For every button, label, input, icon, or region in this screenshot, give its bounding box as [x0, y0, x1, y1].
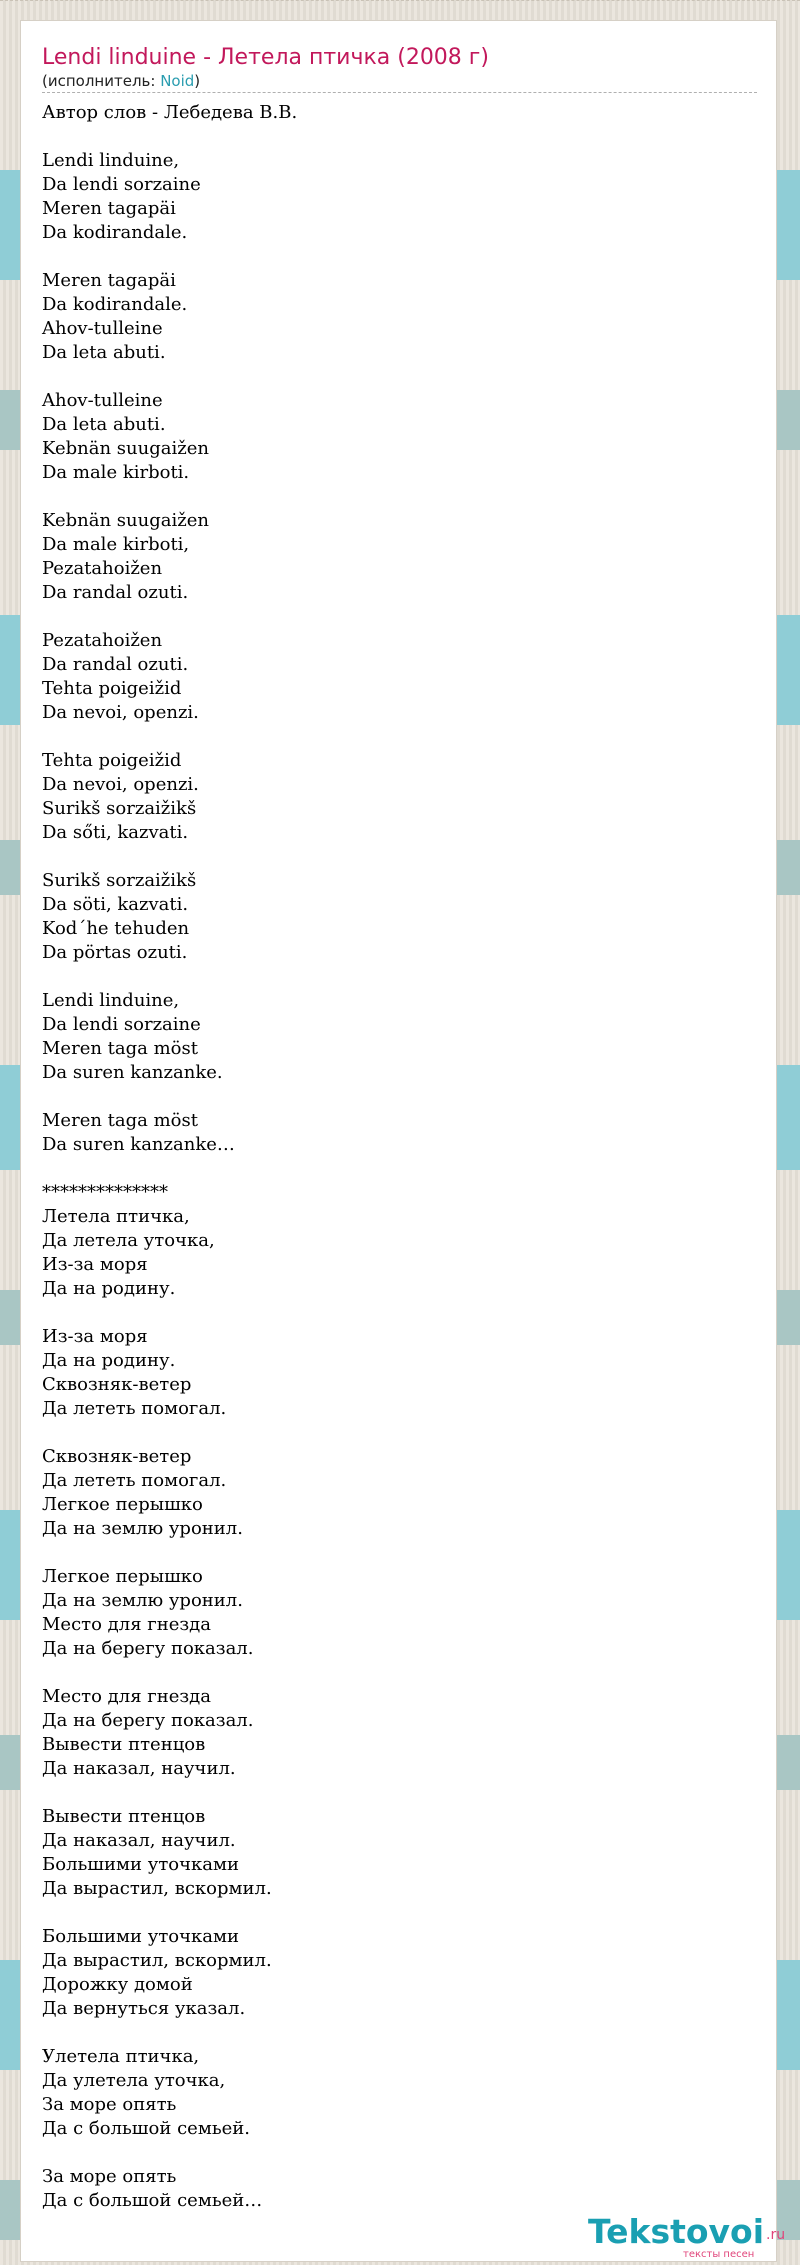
lyric-line: Meren tagapäi: [42, 198, 176, 219]
lyric-line: Большими уточками: [42, 1926, 240, 1947]
lyric-line: Kebnän suugaižen: [42, 510, 209, 531]
lyric-line: Да на родину.: [42, 1350, 176, 1371]
stanza-break: [42, 1541, 757, 1565]
lyric-line: Meren taga möst: [42, 1110, 198, 1131]
lyrics-text: [42, 101, 757, 2213]
stanza-break: [42, 1781, 757, 1805]
lyrics-card: [20, 20, 786, 2262]
logo-tld: .ru: [766, 2227, 786, 2243]
stanza-break: [42, 845, 757, 869]
lyric-line: Дорожку домой: [42, 1974, 193, 1995]
lyric-line: Da randal ozuti.: [42, 654, 189, 675]
lyric-line: Lendi linduine,: [42, 150, 180, 171]
lyric-line: Pezatahoižen: [42, 558, 163, 579]
lyric-line: Улетела птичка,: [42, 2046, 200, 2067]
lyric-line: Da male kirboti.: [42, 462, 190, 483]
lyric-line: Большими уточками: [42, 1854, 240, 1875]
lyric-line: Da suren kanzanke…: [42, 1134, 235, 1155]
lyric-line: Surikš sorzaižikš: [42, 798, 197, 819]
stanza-break: [42, 1301, 757, 1325]
lyric-line: Летела птичка,: [42, 1206, 190, 1227]
lyric-line: Da leta abuti.: [42, 342, 166, 363]
lyric-line: Da sőti, kazvati.: [42, 822, 189, 843]
stanza-break: [42, 485, 757, 509]
lyric-line: Сквозняк-ветер: [42, 1446, 192, 1467]
lyric-line: Да наказал, научил.: [42, 1758, 236, 1779]
artist-link[interactable]: Noid: [160, 72, 195, 90]
stanza-break: [42, 125, 757, 149]
lyric-line: **************: [42, 1182, 168, 1203]
stanza-break: [42, 1085, 757, 1109]
lyric-line: Pezatahoižen: [42, 630, 163, 651]
logo-tagline: тексты песен: [683, 2249, 755, 2260]
lyric-line: Вывести птенцов: [42, 1734, 206, 1755]
lyric-line: За море опять: [42, 2094, 177, 2115]
lyric-line: Да лететь помогал.: [42, 1470, 227, 1491]
lyric-line: За море опять: [42, 2166, 177, 2187]
lyric-line: Da pörtas ozuti.: [42, 942, 188, 963]
lyric-line: Tehta poigeižid: [42, 750, 182, 771]
stanza-break: [42, 1157, 757, 1181]
artist-suffix: ): [194, 72, 201, 90]
stanza-break: [42, 365, 757, 389]
stanza-break: [42, 2021, 757, 2045]
lyric-line: Легкое перышко: [42, 1566, 203, 1587]
title-divider: [42, 92, 757, 93]
lyric-line: Место для гнезда: [42, 1614, 211, 1635]
lyric-line: Да на родину.: [42, 1278, 176, 1299]
lyric-line: Kebnän suugaižen: [42, 438, 209, 459]
lyric-line: Да с большой семьей…: [42, 2190, 263, 2211]
stanza-break: [42, 605, 757, 629]
lyric-line: Ahov-tulleine: [42, 318, 163, 339]
lyric-line: Ahov-tulleine: [42, 390, 163, 411]
page-title: Lendi linduine - Летела птичка (2008 г): [42, 45, 489, 70]
lyric-line: Da nevoi, openzi.: [42, 774, 199, 795]
site-logo[interactable]: [588, 2213, 793, 2263]
lyric-line: Сквозняк-ветер: [42, 1374, 192, 1395]
stanza-break: [42, 1421, 757, 1445]
lyric-line: Да улетела уточка,: [42, 2070, 226, 2091]
stanza-break: [42, 725, 757, 749]
stanza-break: [42, 2141, 757, 2165]
lyric-line: Да вырастил, вскормил.: [42, 1878, 272, 1899]
artist-line: [42, 71, 200, 91]
lyric-line: Surikš sorzaižikš: [42, 870, 197, 891]
lyric-line: Da kodirandale.: [42, 294, 188, 315]
lyric-line: Meren taga möst: [42, 1038, 198, 1059]
lyric-line: Да наказал, научил.: [42, 1830, 236, 1851]
lyric-line: Из-за моря: [42, 1326, 148, 1347]
lyric-line: Место для гнезда: [42, 1686, 211, 1707]
lyric-line: Да летела уточка,: [42, 1230, 215, 1251]
lyric-line: Kod´he tehuden: [42, 918, 190, 939]
stanza-break: [42, 1901, 757, 1925]
lyric-line: Da kodirandale.: [42, 222, 188, 243]
lyric-line: Да на берегу показал.: [42, 1638, 254, 1659]
lyric-line: Да на берегу показал.: [42, 1710, 254, 1731]
lyric-line: Da randal ozuti.: [42, 582, 189, 603]
lyric-line: Lendi linduine,: [42, 990, 180, 1011]
lyric-line: Tehta poigeižid: [42, 678, 182, 699]
logo-name: Tekstovoi: [588, 2212, 765, 2251]
stanza-break: [42, 245, 757, 269]
lyric-line: Да лететь помогал.: [42, 1398, 227, 1419]
lyric-line: Да с большой семьей.: [42, 2118, 250, 2139]
lyric-line: Da leta abuti.: [42, 414, 166, 435]
lyric-line: Да вырастил, вскормил.: [42, 1950, 272, 1971]
lyric-line: Da lendi sorzaine: [42, 174, 201, 195]
lyric-line: Из-за моря: [42, 1254, 148, 1275]
lyric-line: Da söti, kazvati.: [42, 894, 189, 915]
lyric-line: Вывести птенцов: [42, 1806, 206, 1827]
lyric-line: Da male kirboti,: [42, 534, 190, 555]
lyric-line: Да вернуться указал.: [42, 1998, 246, 2019]
artist-prefix: (исполнитель:: [42, 72, 161, 90]
lyric-line: Да на землю уронил.: [42, 1518, 243, 1539]
stanza-break: [42, 965, 757, 989]
lyric-line: Легкое перышко: [42, 1494, 203, 1515]
stanza-break: [42, 1661, 757, 1685]
lyric-line: Da suren kanzanke.: [42, 1062, 223, 1083]
lyric-line: Автор слов - Лебедева В.В.: [42, 102, 298, 123]
lyric-line: Meren tagapäi: [42, 270, 176, 291]
top-dashed-border: [0, 0, 800, 1]
lyric-line: Da nevoi, openzi.: [42, 702, 199, 723]
lyric-line: Da lendi sorzaine: [42, 1014, 201, 1035]
lyric-line: Да на землю уронил.: [42, 1590, 243, 1611]
